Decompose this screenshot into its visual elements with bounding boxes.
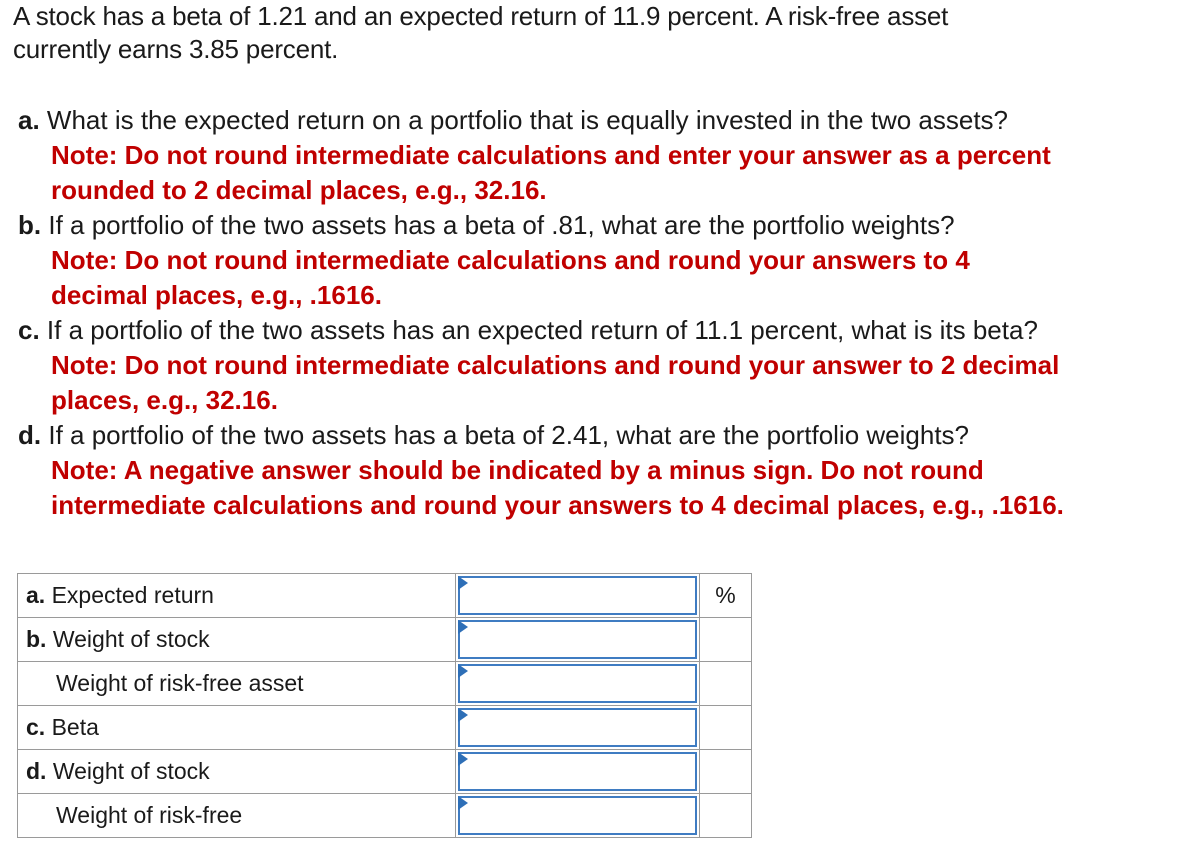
answer-row-d-weight-risk-free xyxy=(18,794,752,838)
expected-return-input[interactable] xyxy=(458,576,697,615)
problem-intro xyxy=(13,0,1193,66)
row-label-text: Weight of risk-free asset xyxy=(56,670,304,696)
d-weight-stock-input[interactable] xyxy=(458,752,697,791)
row-prefix: c. xyxy=(26,714,46,740)
question-text: If a portfolio of the two assets has a beta of 2.41, what are the portfolio weights? xyxy=(48,420,970,450)
unit-cell xyxy=(700,706,752,750)
unit-cell xyxy=(700,662,752,706)
row-prefix: d. xyxy=(26,758,47,784)
row-label xyxy=(18,750,456,794)
answer-flag-icon xyxy=(458,752,468,766)
question-letter: d. xyxy=(18,420,42,450)
answer-flag-icon xyxy=(458,796,468,810)
row-label xyxy=(18,618,456,662)
note-line: Note: A negative answer should be indicated by a minus sign. Do not round xyxy=(51,455,984,485)
input-cell xyxy=(456,794,700,838)
d-weight-risk-free-input[interactable] xyxy=(458,796,697,835)
question-text: If a portfolio of the two assets has an expected return of 11.1 percent, what is its beta? xyxy=(46,315,1038,345)
intro-line-2: currently earns 3.85 percent. xyxy=(13,34,339,64)
input-cell xyxy=(456,618,700,662)
answer-table xyxy=(17,573,752,838)
note-line: Note: Do not round intermediate calculations and round your answer to 2 decimal xyxy=(51,350,1060,380)
input-cell xyxy=(456,574,700,618)
note-line: intermediate calculations and round your answers to 4 decimal places, e.g., .1616. xyxy=(51,490,1064,520)
input-cell xyxy=(456,662,700,706)
row-label-text: Beta xyxy=(45,714,99,740)
question-letter: b. xyxy=(18,210,42,240)
note-line: Note: Do not round intermediate calculations and enter your answer as a percent xyxy=(51,140,1051,170)
unit-cell xyxy=(700,618,752,662)
question-note xyxy=(18,453,1198,523)
answer-row-expected-return xyxy=(18,574,752,618)
question-b xyxy=(18,208,1198,313)
unit-cell xyxy=(700,750,752,794)
row-label-text: Weight of risk-free xyxy=(56,802,243,828)
question-letter: c. xyxy=(18,315,40,345)
b-weight-stock-input[interactable] xyxy=(458,620,697,659)
answer-row-b-weight-stock xyxy=(18,618,752,662)
row-label-text: Weight of stock xyxy=(46,626,210,652)
input-cell xyxy=(456,706,700,750)
note-line: places, e.g., 32.16. xyxy=(51,385,278,415)
answer-row-d-weight-stock xyxy=(18,750,752,794)
intro-line-1: A stock has a beta of 1.21 and an expected return of 11.9 percent. A risk-free asset xyxy=(13,1,949,31)
question-c xyxy=(18,313,1198,418)
row-prefix: b. xyxy=(26,626,47,652)
note-line: Note: Do not round intermediate calculations and round your answers to 4 xyxy=(51,245,970,275)
answer-row-beta xyxy=(18,706,752,750)
note-line: decimal places, e.g., .1616. xyxy=(51,280,382,310)
answer-row-b-weight-risk-free xyxy=(18,662,752,706)
question-letter: a. xyxy=(18,105,40,135)
row-prefix: a. xyxy=(26,582,46,608)
row-label-text: Weight of stock xyxy=(46,758,210,784)
question-text: If a portfolio of the two assets has a beta of .81, what are the portfolio weights? xyxy=(48,210,955,240)
unit-cell xyxy=(700,794,752,838)
row-label xyxy=(18,706,456,750)
answer-flag-icon xyxy=(458,576,468,590)
question-note xyxy=(18,243,1198,313)
row-label xyxy=(18,794,456,838)
answer-flag-icon xyxy=(458,620,468,634)
question-a xyxy=(18,103,1198,208)
row-label xyxy=(18,574,456,618)
question-note xyxy=(18,348,1198,418)
question-text: What is the expected return on a portfolio that is equally invested in the two assets? xyxy=(46,105,1009,135)
unit-cell: % xyxy=(700,574,752,618)
row-label xyxy=(18,662,456,706)
answer-flag-icon xyxy=(458,708,468,722)
input-cell xyxy=(456,750,700,794)
question-list xyxy=(18,103,1198,523)
answer-flag-icon xyxy=(458,664,468,678)
beta-input[interactable] xyxy=(458,708,697,747)
b-weight-risk-free-input[interactable] xyxy=(458,664,697,703)
row-label-text: Expected return xyxy=(45,582,214,608)
question-note xyxy=(18,138,1198,208)
question-d xyxy=(18,418,1198,523)
note-line: rounded to 2 decimal places, e.g., 32.16. xyxy=(51,175,547,205)
